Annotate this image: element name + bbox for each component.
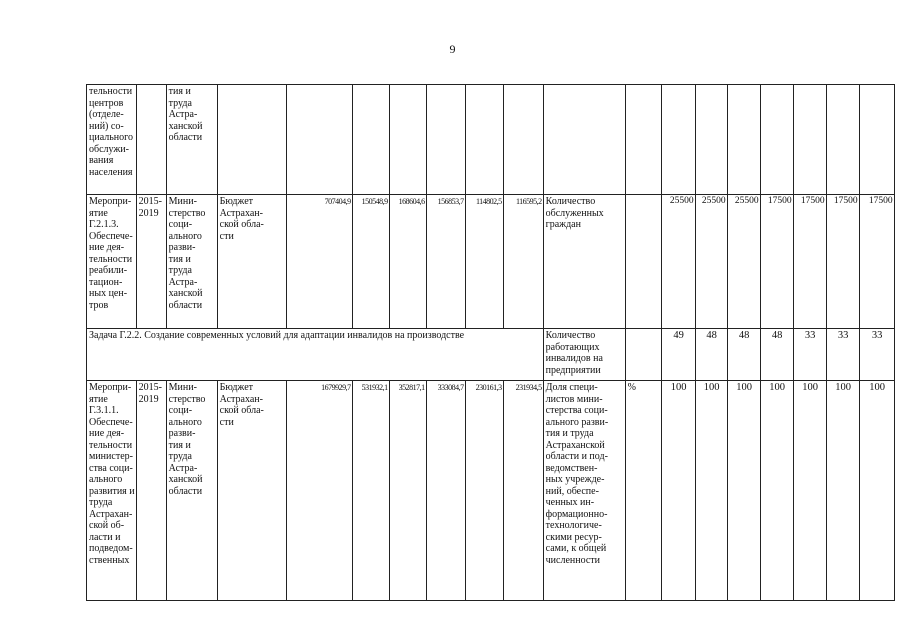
activity-cell [87,381,137,601]
finance-cell [426,85,465,195]
text-line: Мини- [168,382,197,393]
value-cell [793,85,826,195]
text-line: области [168,299,203,311]
executor-text [169,382,216,497]
text-line: работающих [545,341,600,353]
text-line: ятие [89,393,108,405]
text-line: разви- [168,242,196,253]
text-line: ской об- [89,520,125,531]
text-line: Астра- [168,462,198,474]
text-line: Г.2.1.3. [89,219,119,230]
text-line: ства соци- [89,462,133,474]
text-line: Астраханской [545,439,605,451]
indicator-text [546,382,624,566]
text-line: области и под- [545,451,608,462]
text-line: ласти и [89,531,121,543]
value-cell [826,85,859,195]
text-line: центров [89,97,124,109]
indicator-cell [543,85,625,195]
text-line: Меропри- [89,196,132,207]
text-line: подведом- [89,543,133,554]
text-line: развития и [89,485,135,497]
text-line: граждан [545,219,581,230]
finance-cell [389,85,426,195]
text-line: стерства соци- [545,405,608,416]
finance-2016: 168604,6 [389,195,426,329]
text-line: ведомствен- [545,462,598,474]
finance-2015: 150548,9 [352,195,389,329]
source-text [220,196,285,242]
indicator-value: 25500 [727,195,760,329]
text-line: тельности [89,253,133,265]
finance-2019: 116595,2 [503,195,543,329]
value-cell [661,85,695,195]
table-row-activity-g213 [87,195,895,329]
indicator-value: 49 [661,329,695,381]
text-line: ханской [168,288,203,299]
text-line: 2019 [138,393,159,405]
indicator-value: 100 [859,381,894,601]
text-line: ального [168,416,202,428]
indicator-text [546,196,624,231]
text-line: (отделе- [89,109,124,120]
indicator-value: 48 [695,329,727,381]
finance-cell [352,85,389,195]
indicator-cell [543,195,625,329]
text-line: ской обла- [219,219,264,230]
text-line: ской обла- [219,405,264,416]
text-line: Астрахан- [219,207,263,219]
finance-2017: 156853,7 [426,195,465,329]
text-line: ние дея- [89,242,125,253]
executor-text [169,86,216,144]
years-cell [136,381,166,601]
text-line: скими ресур- [545,531,602,543]
text-line: формационно- [545,508,608,520]
text-line: циального [89,132,133,143]
text-line: ханской [168,474,203,485]
text-line: 2019 [138,207,159,219]
text-line: труда [89,497,113,508]
finance-2018: 230161,3 [465,381,503,601]
indicator-value: 33 [793,329,826,381]
text-line: Мини- [168,196,197,207]
indicator-value: 100 [727,381,760,601]
years-text [139,382,165,405]
text-line: сти [219,416,234,428]
text-line: ченных ин- [545,497,595,508]
text-line: ханской [168,120,203,132]
text-line: Количество [545,196,596,207]
indicator-value: 33 [826,329,859,381]
source-cell [217,381,286,601]
text-line: труда [168,265,192,276]
value-cell [760,85,793,195]
task-title: Задача Г.2.2. Создание современных условий для адаптации инвалидов на производстве [87,329,544,381]
value-cell [695,85,727,195]
text-line: ние дея- [89,428,125,439]
text-line: стерство [168,393,206,405]
table-row-task-g22 [87,329,895,381]
activity-cell [87,195,137,329]
indicator-value: 17500 [859,195,894,329]
text-line: обслужи- [89,143,129,155]
finance-2018: 114802,5 [465,195,503,329]
text-line: сами, к общей [545,543,607,554]
finance-2015: 531932,1 [352,381,389,601]
indicator-value: 25500 [695,195,727,329]
text-line: соци- [168,219,193,230]
unit-cell [625,329,661,381]
activity-cell [87,85,137,195]
text-line: сти [219,230,234,242]
text-line: ятие [89,207,108,219]
text-line: ний, обеспе- [545,485,599,497]
indicator-value: 100 [760,381,793,601]
unit-cell [625,195,661,329]
years-cell [136,85,166,195]
text-line: тельности [89,86,133,97]
text-line: численности [545,554,601,566]
indicator-cell [543,329,625,381]
text-line: ных цен- [89,288,128,299]
text-line: Бюджет [219,196,254,207]
finance-cell [286,85,352,195]
activity-text [89,86,135,178]
table-row-continuation [87,85,895,195]
text-line: области [168,485,203,497]
text-line: ний) со- [89,120,124,132]
value-cell [727,85,760,195]
source-cell [217,195,286,329]
indicator-value: 100 [793,381,826,601]
text-line: Меропри- [89,382,132,393]
text-line: ных учрежде- [545,474,605,485]
text-line: Астрахан- [89,508,133,520]
executor-cell [166,195,217,329]
text-line: Обеспече- [89,230,133,242]
text-line: ального [89,474,123,485]
text-line: труда [168,451,192,462]
finance-total: 707404,9 [286,195,352,329]
finance-2019: 231934,5 [503,381,543,601]
text-line: вания [89,155,114,166]
program-table [86,84,895,601]
text-line: листов мини- [545,393,603,405]
text-line: Г.3.1.1. [89,405,119,416]
text-line: Обеспече- [89,416,133,428]
value-cell [859,85,894,195]
text-line: инвалидов на [545,353,603,364]
executor-text [169,196,216,311]
text-line: предприятии [545,364,601,376]
activity-text [89,382,135,566]
text-line: Бюджет [219,382,254,393]
executor-cell [166,381,217,601]
text-line: Доля специ- [545,382,598,393]
source-text [220,382,285,428]
text-line: разви- [168,428,196,439]
text-line: Количество [545,330,596,341]
text-line: тия и [168,86,191,97]
indicator-text [546,330,624,376]
text-line: Астра- [168,109,198,120]
table-row-activity-g311 [87,381,895,601]
indicator-value: 33 [859,329,894,381]
text-line: Астрахан- [219,393,263,405]
text-line: труда [168,97,192,109]
text-line: Астра- [168,276,198,288]
text-line: соци- [168,405,193,416]
text-line: населения [89,166,133,178]
text-line: 2015- [138,196,162,207]
indicator-value: 17500 [793,195,826,329]
unit-cell: % [625,381,661,601]
finance-2016: 352817,1 [389,381,426,601]
indicator-value: 17500 [760,195,793,329]
text-line: реабили- [89,265,128,276]
text-line: области [168,132,203,143]
text-line: министер- [89,451,133,462]
text-line: технологиче- [545,520,602,531]
activity-text [89,196,135,311]
text-line: 2015- [138,382,162,393]
text-line: стерство [168,207,206,219]
indicator-value: 48 [760,329,793,381]
indicator-cell [543,381,625,601]
text-line: ального разви- [545,416,609,428]
text-line: тия и [168,253,191,265]
indicator-value: 100 [661,381,695,601]
text-line: тацион- [89,276,123,288]
years-text [139,196,165,219]
source-cell [217,85,286,195]
text-line: ального [168,230,202,242]
text-line: ственных [89,554,130,566]
unit-cell [625,85,661,195]
text-line: тия и [168,439,191,451]
text-line: тельности [89,439,133,451]
indicator-value: 25500 [661,195,695,329]
finance-2017: 333084,7 [426,381,465,601]
text-line: тия и труда [545,428,594,439]
indicator-value: 17500 [826,195,859,329]
indicator-value: 48 [727,329,760,381]
text-line: обслуженных [545,207,604,219]
indicator-value: 100 [826,381,859,601]
finance-cell [503,85,543,195]
executor-cell [166,85,217,195]
page-number: 9 [449,42,456,56]
finance-cell [465,85,503,195]
text-line: тров [89,299,109,311]
finance-total: 1679929,7 [286,381,352,601]
years-cell [136,195,166,329]
indicator-value: 100 [695,381,727,601]
